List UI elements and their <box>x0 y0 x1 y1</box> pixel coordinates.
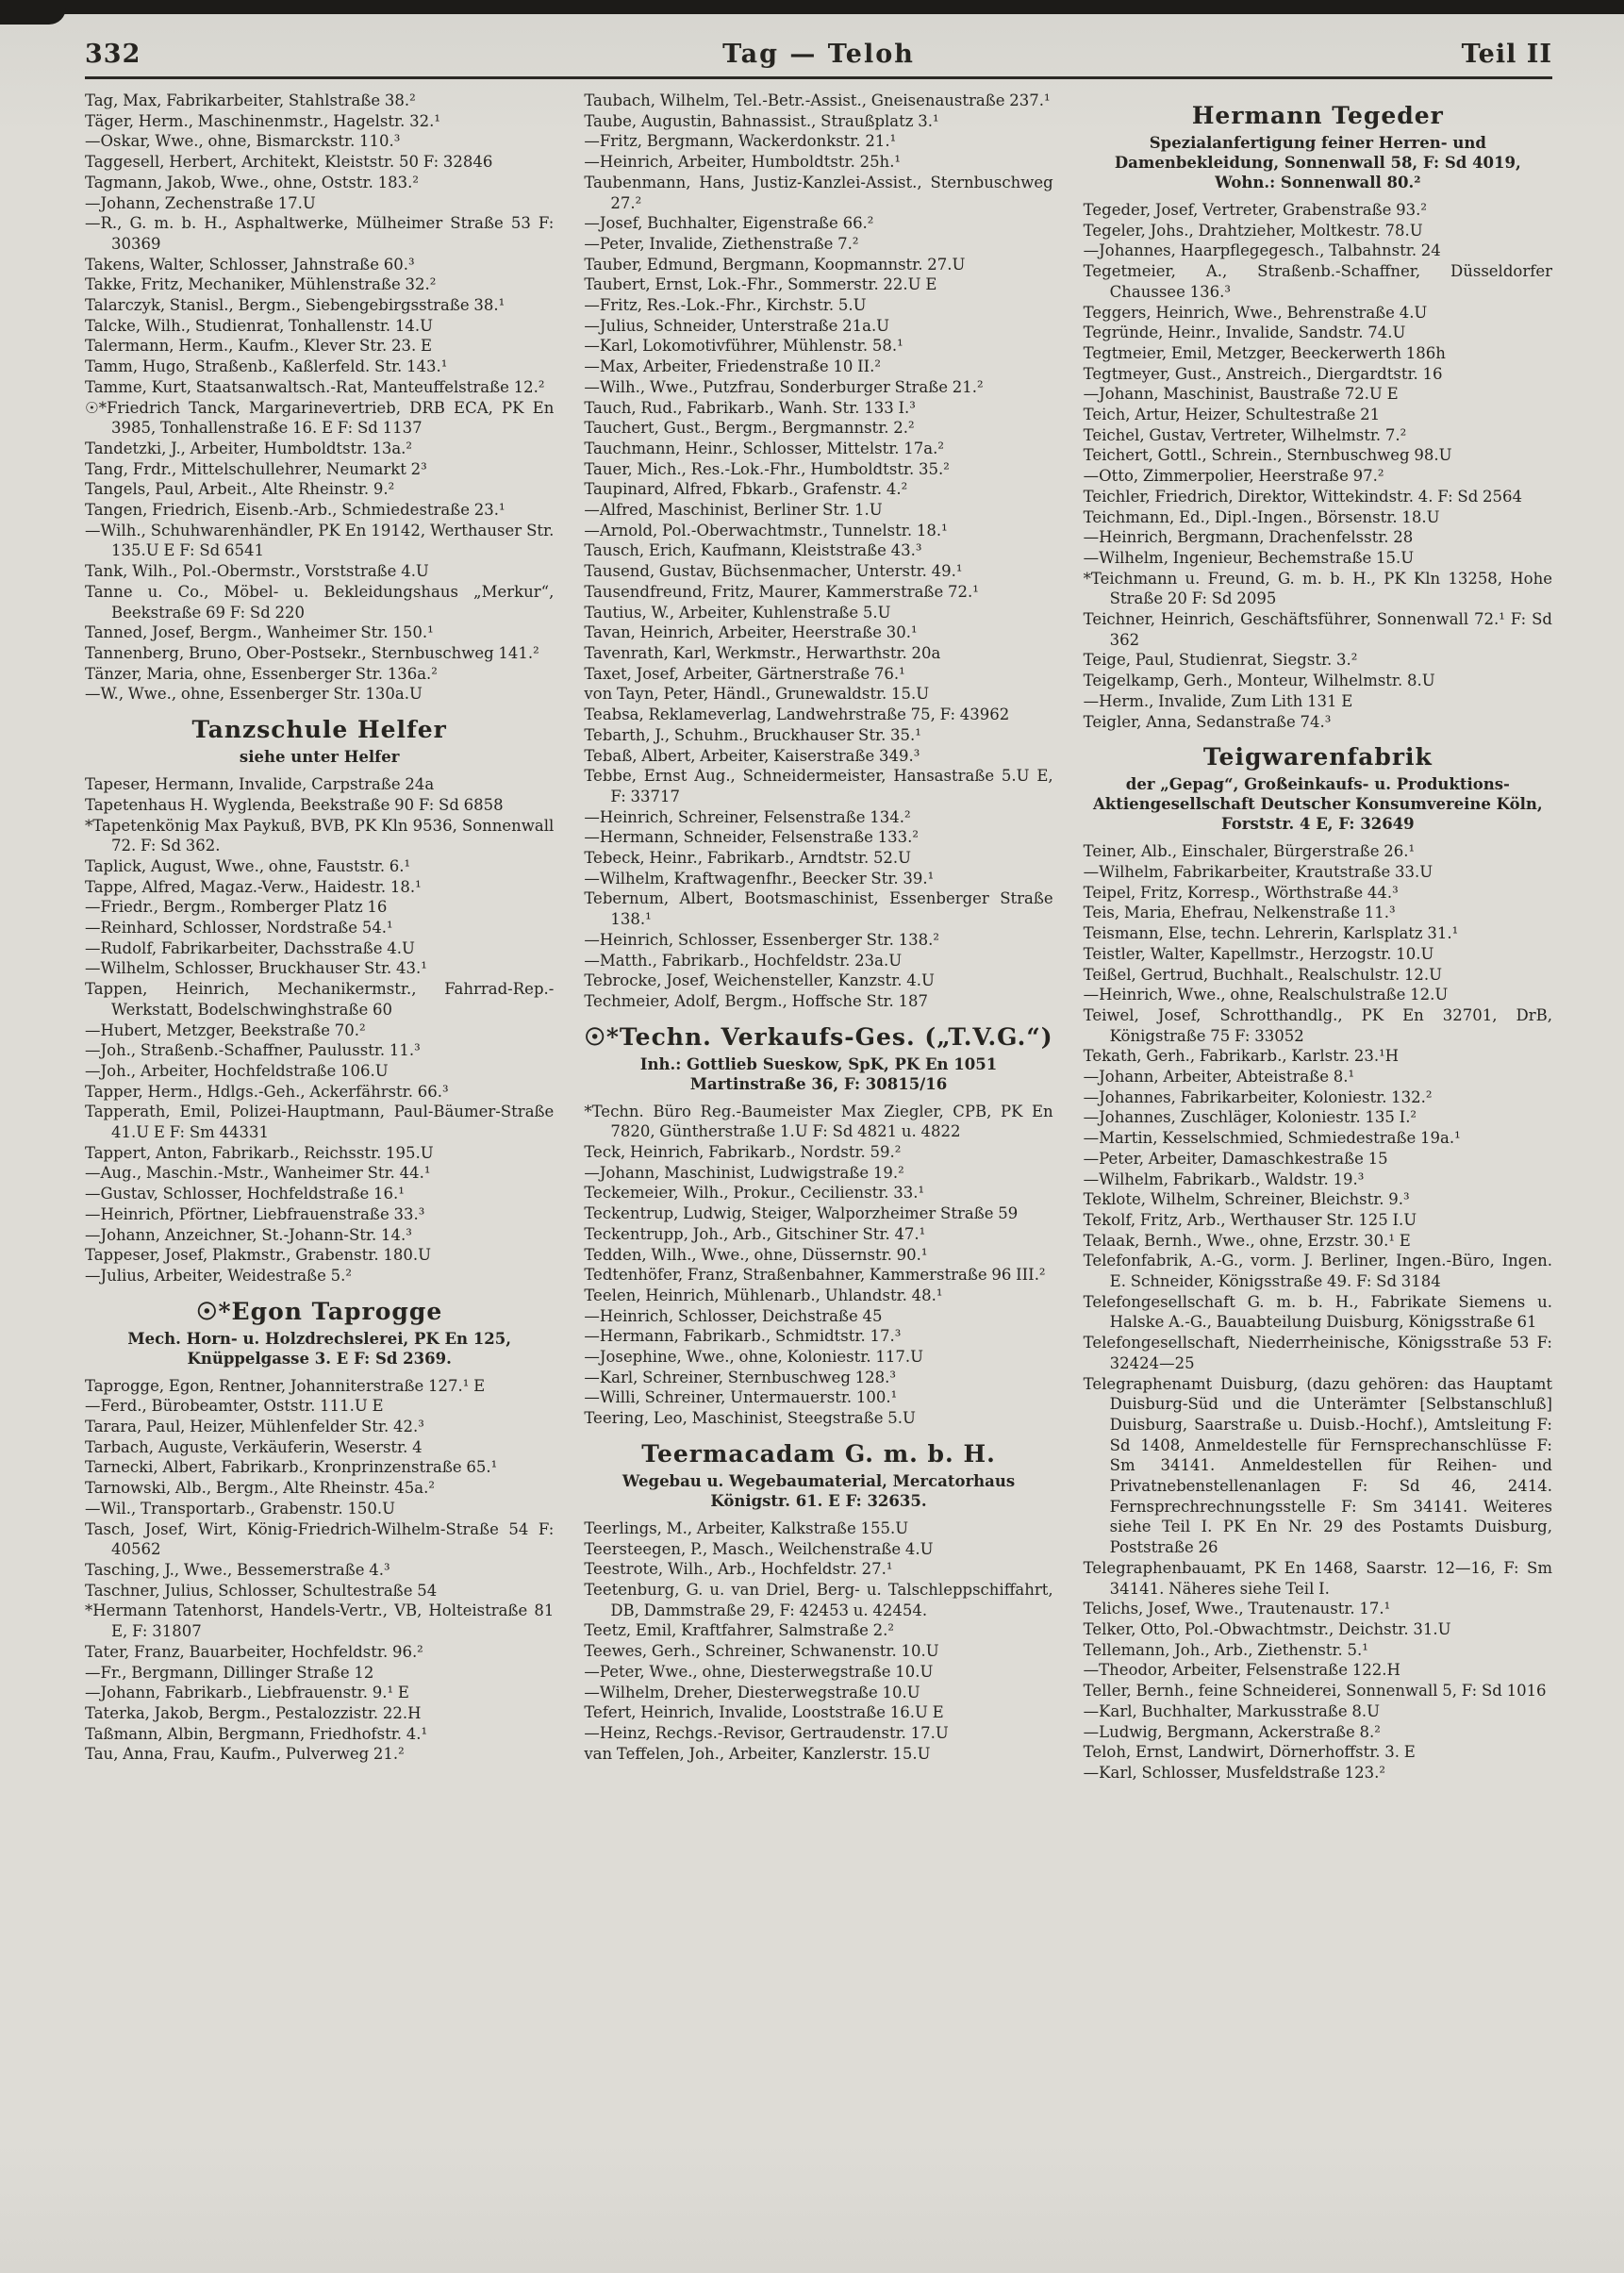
directory-entry: Telefongesellschaft G. m. b. H., Fabrikate Siemens u. Halske A.-G., Bauabteilung Duisburg, Königsstraße 61 <box>1083 1292 1552 1332</box>
directory-entry: —Arnold, Pol.-Oberwachtmstr., Tunnelstr. 18.¹ <box>584 521 948 539</box>
directory-entry: Tangen, Friedrich, Eisenb.-Arb., Schmiedestraße 23.¹ <box>85 501 505 520</box>
directory-entry: —Wilhelm, Ingenieur, Bechemstraße 15.U <box>1083 548 1415 567</box>
directory-entry: Teetenburg, G. u. van Driel, Berg- u. Talschleppschiffahrt, DB, Dammstraße 29, F: 42453 u. 42454. <box>584 1581 1053 1619</box>
directory-entry: Tauber, Edmund, Bergmann, Koopmannstr. 27.U <box>584 255 966 274</box>
directory-entry: Teichmann, Ed., Dipl.-Ingen., Börsenstr. 18.U <box>1083 507 1440 526</box>
directory-entry: —Peter, Wwe., ohne, Diesterwegstraße 10.U <box>584 1662 934 1681</box>
columns <box>85 91 1552 1784</box>
directory-entry: Teißel, Gertrud, Buchhalt., Realschulstr. 12.U <box>1083 965 1443 984</box>
page-content <box>85 40 1552 1784</box>
directory-entry: Tebaß, Albert, Arbeiter, Kaiserstraße 349.³ <box>584 746 920 765</box>
directory-entry: —Heinrich, Schlosser, Essenberger Str. 138.² <box>584 930 939 949</box>
directory-entry: —Peter, Arbeiter, Damaschkestraße 15 <box>1083 1149 1388 1168</box>
directory-entry: Tamme, Kurt, Staatsanwaltsch.-Rat, Manteuffelstraße 12.² <box>85 377 545 396</box>
scan-edge-top <box>0 0 1624 14</box>
directory-entry: Tausch, Erich, Kaufmann, Kleiststraße 43.³ <box>584 541 922 560</box>
directory-entry: *Hermann Tatenhorst, Handels-Vertr., VB, Holteistraße 81 E, F: 31807 <box>85 1601 555 1641</box>
directory-entry: Tarbach, Auguste, Verkäuferin, Weserstr. 4 <box>85 1437 423 1456</box>
directory-entry: Tautius, W., Arbeiter, Kuhlenstraße 5.U <box>584 603 891 622</box>
directory-entry: Tauchmann, Heinr., Schlosser, Mittelstr. 17a.² <box>584 439 944 457</box>
directory-entry: —Karl, Schreiner, Sternbuschweg 128.³ <box>584 1368 896 1386</box>
directory-entry: Teistler, Walter, Kapellmstr., Herzogstr. 10.U <box>1083 944 1434 963</box>
directory-entry: Tauch, Rud., Fabrikarb., Wanh. Str. 133 I.³ <box>584 398 916 417</box>
directory-entry: Taubert, Ernst, Lok.-Fhr., Sommerstr. 22.U E <box>584 275 937 294</box>
directory-entry: Teich, Artur, Heizer, Schultestraße 21 <box>1083 406 1381 424</box>
directory-entry: Tauchert, Gust., Bergm., Bergmannstr. 2.² <box>584 419 915 438</box>
directory-entry: Teerlings, M., Arbeiter, Kalkstraße 155.U <box>584 1518 909 1537</box>
directory-entry: —Heinrich, Schlosser, Deichstraße 45 <box>584 1306 883 1325</box>
directory-entry: —W., Wwe., ohne, Essenberger Str. 130a.U <box>85 685 423 704</box>
directory-entry: Taschner, Julius, Schlosser, Schultestraße 54 <box>85 1581 438 1600</box>
directory-entry: —Gustav, Schlosser, Hochfeldstraße 16.¹ <box>85 1185 405 1203</box>
header-rule <box>85 76 1552 79</box>
directory-entry: Teis, Maria, Ehefrau, Nelkenstraße 11.³ <box>1083 904 1396 922</box>
directory-entry: Tarara, Paul, Heizer, Mühlenfelder Str. 42.³ <box>85 1418 424 1436</box>
directory-entry: Tegeder, Josef, Vertreter, Grabenstraße 93.² <box>1083 201 1428 219</box>
directory-entry: —Rudolf, Fabrikarbeiter, Dachsstraße 4.U <box>85 938 415 957</box>
directory-entry: Tebrocke, Josef, Weichensteller, Kanzstr. 4.U <box>584 971 935 990</box>
directory-entry: Tegtmeyer, Gust., Anstreich., Diergardtstr. 16 <box>1083 364 1443 383</box>
directory-entry: Takke, Fritz, Mechaniker, Mühlenstraße 32.² <box>85 275 437 294</box>
directory-entry: —Wilh., Wwe., Putzfrau, Sonderburger Straße 21.² <box>584 377 984 396</box>
directory-entry: —Wil., Transportarb., Grabenstr. 150.U <box>85 1499 395 1518</box>
directory-entry: —Johann, Zechenstraße 17.U <box>85 193 316 212</box>
directory-entry: —Fritz, Bergmann, Wackerdonkstr. 21.¹ <box>584 132 897 151</box>
directory-entry: —Reinhard, Schlosser, Nordstraße 54.¹ <box>85 919 393 937</box>
directory-entry: —Wilhelm, Dreher, Diesterwegstraße 10.U <box>584 1683 920 1701</box>
directory-entry: —Fr., Bergmann, Dillinger Straße 12 <box>85 1663 374 1682</box>
directory-entry: Telefonfabrik, A.-G., vorm. J. Berliner, Ingen.-Büro, Ingen. E. Schneider, Königsstraße 49. F: Sd 3184 <box>1083 1252 1552 1291</box>
directory-entry: —Wilhelm, Schlosser, Bruckhauser Str. 43.¹ <box>85 959 427 978</box>
directory-entry: Tarnowski, Alb., Bergm., Alte Rheinstr. 45a.² <box>85 1479 435 1498</box>
directory-ad-subtitle: siehe unter Helfer <box>239 748 400 767</box>
directory-entry: Teckemeier, Wilh., Prokur., Cecilienstr. 33.¹ <box>584 1184 925 1203</box>
directory-entry: Tavan, Heinrich, Arbeiter, Heerstraße 30.¹ <box>584 623 918 642</box>
directory-entry: —Wilhelm, Kraftwagenfhr., Beecker Str. 39.¹ <box>584 869 935 888</box>
directory-entry: —Karl, Buchhalter, Markusstraße 8.U <box>1083 1701 1381 1720</box>
directory-entry: —Fritz, Res.-Lok.-Fhr., Kirchstr. 5.U <box>584 296 867 315</box>
directory-entry: Tekolf, Fritz, Arb., Werthauser Str. 125 I.U <box>1083 1210 1417 1229</box>
directory-entry: —Johann, Arbeiter, Abteistraße 8.¹ <box>1083 1068 1355 1087</box>
directory-entry: Tapeser, Hermann, Invalide, Carpstraße 24a <box>85 775 435 794</box>
directory-entry: Teigler, Anna, Sedanstraße 74.³ <box>1083 712 1332 731</box>
directory-entry: Tausendfreund, Fritz, Maurer, Kammerstraße 72.¹ <box>584 582 979 601</box>
directory-entry: Taßmann, Albin, Bergmann, Friedhofstr. 4.¹ <box>85 1724 428 1743</box>
directory-entry: —Johannes, Fabrikarbeiter, Koloniestr. 132.² <box>1083 1087 1433 1106</box>
directory-entry: Telaak, Bernh., Wwe., ohne, Erzstr. 30.¹ E <box>1083 1231 1411 1250</box>
directory-entry: —Hubert, Metzger, Beekstraße 70.² <box>85 1020 366 1039</box>
directory-entry: Teller, Bernh., feine Schneiderei, Sonnenwall 5, F: Sd 1016 <box>1083 1682 1547 1701</box>
directory-entry: —Julius, Arbeiter, Weidestraße 5.² <box>85 1266 352 1285</box>
directory-entry: van Teffelen, Joh., Arbeiter, Kanzlerstr. 15.U <box>584 1744 931 1763</box>
directory-entry: Tau, Anna, Frau, Kaufm., Pulverweg 21.² <box>85 1745 405 1764</box>
directory-entry: Tavenrath, Karl, Werkmstr., Herwarthstr. 20a <box>584 643 941 662</box>
directory-entry: —Johann, Fabrikarb., Liebfrauenstr. 9.¹ E <box>85 1684 409 1702</box>
directory-entry: —Johannes, Zuschläger, Koloniestr. 135 I.² <box>1083 1108 1417 1127</box>
part-label: Teil II <box>1461 40 1552 69</box>
directory-entry: —Heinz, Rechgs.-Revisor, Gertraudenstr. 17.U <box>584 1723 949 1742</box>
directory-ad-subtitle: Wegebau u. Wegebaumaterial, Mercatorhaus Königstr. 61. E F: 32635. <box>621 1471 1016 1510</box>
directory-entry: —R., G. m. b. H., Asphaltwerke, Mülheimer Straße 53 F: 30369 <box>85 214 555 253</box>
directory-entry: Tedden, Wilh., Wwe., ohne, Düssernstr. 90.¹ <box>584 1245 928 1264</box>
directory-entry: Tapetenhaus H. Wyglenda, Beekstraße 90 F: Sd 6858 <box>85 795 504 814</box>
directory-entry: —Willi, Schreiner, Untermauerstr. 100.¹ <box>584 1388 898 1407</box>
directory-entry: Tarnecki, Albert, Fabrikarb., Kronprinzenstraße 65.¹ <box>85 1458 498 1477</box>
directory-entry: Tebeck, Heinr., Fabrikarb., Arndtstr. 52.U <box>584 849 912 868</box>
directory-entry: Tag, Max, Fabrikarbeiter, Stahlstraße 38.² <box>85 91 416 109</box>
directory-entry: Tater, Franz, Bauarbeiter, Hochfeldstr. 96.² <box>85 1642 423 1661</box>
guide-words: Tag — Teloh <box>722 40 915 69</box>
directory-entry: —Karl, Lokomotivführer, Mühlenstr. 58.¹ <box>584 337 903 356</box>
directory-entry: —Karl, Schlosser, Musfeldstraße 123.² <box>1083 1763 1386 1782</box>
directory-entry: —Johann, Maschinist, Baustraße 72.U E <box>1083 385 1399 404</box>
directory-entry: —Heinrich, Schreiner, Felsenstraße 134.² <box>584 807 911 826</box>
directory-entry: —Aug., Maschin.-Mstr., Wanheimer Str. 44.¹ <box>85 1164 431 1183</box>
directory-entry: Tellemann, Joh., Arb., Ziethenstr. 5.¹ <box>1083 1640 1368 1659</box>
directory-entry: —Wilh., Schuhwarenhändler, PK En 19142, Werthauser Str. 135.U E F: Sd 6541 <box>85 521 555 560</box>
directory-entry: Tegeler, Johs., Drahtzieher, Moltkestr. 78.U <box>1083 221 1423 240</box>
directory-entry: Teelen, Heinrich, Mühlenarb., Uhlandstr. 48.¹ <box>584 1286 943 1304</box>
directory-ad-subtitle: Spezialanfertigung feiner Herren- und Damenbekleidung, Sonnenwall 58, F: Sd 4019, Wohn.: Sonnenwall 80.² <box>1114 134 1521 191</box>
directory-entry: Tasching, J., Wwe., Bessemerstraße 4.³ <box>85 1561 390 1579</box>
directory-entry: Tanned, Josef, Bergm., Wanheimer Str. 150.¹ <box>85 623 434 642</box>
directory-entry: Telegraphenamt Duisburg, (dazu gehören: das Hauptamt Duisburg-Süd und die Unterämter [Selbstanschluß] Duisburg, Saarstraße u. Duisb.-Hochf.), Amtsleitung F: Sd 1408, Anmeldestelle für Fernsprechanschlüsse F: Sm 34141. Anmeldestellen für Reihen- und Privatnebenstellenanlagen F: Sd 46, 2414. Fernsprechrechnungsstelle F: Sm 34141. Weiteres siehe Teil I. PK En Nr. 29 des Postamts Duisburg, Poststraße 26 <box>1083 1374 1552 1557</box>
directory-entry: Tegtmeier, Emil, Metzger, Beeckerwerth 186h <box>1083 343 1446 362</box>
directory-entry: Tangels, Paul, Arbeit., Alte Rheinstr. 9.² <box>85 480 395 499</box>
directory-entry: Tamm, Hugo, Straßenb., Kaßlerfeld. Str. 143.¹ <box>85 357 448 376</box>
directory-entry: Taggesell, Herbert, Architekt, Kleiststr. 50 F: 32846 <box>85 153 493 172</box>
directory-entry: —Matth., Fabrikarb., Hochfeldstr. 23a.U <box>584 951 903 970</box>
directory-ad-title: Teermacadam G. m. b. H. <box>641 1439 996 1468</box>
directory-ad-subtitle: der „Gepag“, Großeinkaufs- u. Produktions-Aktiengesellschaft Deutscher Konsumvereine Köln, Forststr. 4 E, F: 32649 <box>1092 775 1543 834</box>
directory-entry: Teetz, Emil, Kraftfahrer, Salmstraße 2.² <box>584 1621 894 1640</box>
column-1 <box>85 91 554 1784</box>
directory-entry: Teckentrup, Ludwig, Steiger, Walporzheimer Straße 59 <box>584 1204 1019 1223</box>
directory-entry: —Johannes, Haarpflegegesch., Talbahnstr. 24 <box>1083 241 1441 260</box>
directory-entry: Taubenmann, Hans, Justiz-Kanzlei-Assist., Sternbuschweg 27.² <box>584 173 1053 212</box>
directory-entry: Täger, Herm., Maschinenmstr., Hagelstr. 32.¹ <box>85 111 440 130</box>
directory-entry: Teichel, Gustav, Vertreter, Wilhelmstr. 7.² <box>1083 425 1407 444</box>
directory-entry: Teabsa, Reklameverlag, Landwehrstraße 75, F: 43962 <box>584 705 1010 724</box>
directory-entry: Tandetzki, J., Arbeiter, Humboldtstr. 13a.² <box>85 439 413 457</box>
directory-ad-subtitle: Mech. Horn- u. Holzdrechslerei, PK En 125, Knüppelgasse 3. E F: Sd 2369. <box>127 1329 511 1368</box>
directory-entry: Tapper, Herm., Hdlgs.-Geh., Ackerfährstr. 66.³ <box>85 1082 449 1101</box>
directory-entry: Telefongesellschaft, Niederrheinische, Königsstraße 53 F: 32424—25 <box>1083 1334 1552 1372</box>
directory-entry: —Peter, Invalide, Ziethenstraße 7.² <box>584 234 859 253</box>
directory-entry: —Oskar, Wwe., ohne, Bismarckstr. 110.³ <box>85 132 401 151</box>
directory-entry: —Joh., Arbeiter, Hochfeldstraße 106.U <box>85 1061 389 1080</box>
column-3 <box>1084 91 1552 1784</box>
directory-entry: *Teichmann u. Freund, G. m. b. H., PK Kln 13258, Hohe Straße 20 F: Sd 2095 <box>1083 569 1552 608</box>
column-2 <box>584 91 1052 1784</box>
directory-entry: *Techn. Büro Reg.-Baumeister Max Ziegler, CPB, PK En 7820, Güntherstraße 1.U F: Sd 4821 u. 4822 <box>584 1102 1053 1141</box>
directory-entry: Teestrote, Wilh., Arb., Hochfeldstr. 27.¹ <box>584 1560 893 1579</box>
directory-entry: *Tapetenkönig Max Paykuß, BVB, PK Kln 9536, Sonnenwall 72. F: Sd 362. <box>85 816 555 855</box>
directory-entry: Tanne u. Co., Möbel- u. Bekleidungshaus „Merkur“, Beekstraße 69 F: Sd 220 <box>85 582 555 622</box>
directory-ad-title: Teigwarenfabrik <box>1202 743 1433 771</box>
directory-entry: —Hermann, Schneider, Felsenstraße 133.² <box>584 828 919 847</box>
directory-entry: —Alfred, Maschinist, Berliner Str. 1.U <box>584 501 883 520</box>
directory-entry: Teichler, Friedrich, Direktor, Wittekindstr. 4. F: Sd 2564 <box>1083 487 1522 506</box>
directory-entry: Tauer, Mich., Res.-Lok.-Fhr., Humboldtstr. 35.² <box>584 459 950 478</box>
scan-edge-corner <box>0 0 66 25</box>
directory-entry: Teewes, Gerh., Schreiner, Schwanenstr. 10.U <box>584 1642 939 1661</box>
directory-entry: —Joh., Straßenb.-Schaffner, Paulusstr. 11.³ <box>85 1041 421 1060</box>
directory-entry: Tannenberg, Bruno, Ober-Postsekr., Sternbuschweg 141.² <box>85 643 539 662</box>
directory-entry: Taprogge, Egon, Rentner, Johanniterstraße 127.¹ E <box>85 1376 486 1395</box>
directory-entry: —Otto, Zimmerpolier, Heerstraße 97.² <box>1083 467 1384 486</box>
directory-entry: Tang, Frdr., Mittelschullehrer, Neumarkt 2³ <box>85 459 427 478</box>
directory-entry: Taubach, Wilhelm, Tel.-Betr.-Assist., Gneisenaustraße 237.¹ <box>584 91 1051 109</box>
directory-entry: Teige, Paul, Studienrat, Siegstr. 3.² <box>1083 651 1358 670</box>
directory-entry: —Josephine, Wwe., ohne, Koloniestr. 117.U <box>584 1348 923 1367</box>
directory-entry: Teersteegen, P., Masch., Weilchenstraße 4.U <box>584 1539 934 1558</box>
directory-entry: Tagmann, Jakob, Wwe., ohne, Oststr. 183.² <box>85 173 419 191</box>
directory-entry: Teloh, Ernst, Landwirt, Dörnerhoffstr. 3. E <box>1083 1743 1416 1762</box>
directory-entry: Tebbe, Ernst Aug., Schneidermeister, Hansastraße 5.U E, F: 33717 <box>584 767 1053 805</box>
directory-entry: —Heinrich, Wwe., ohne, Realschulstraße 12.U <box>1083 986 1449 1004</box>
directory-ad-subtitle: Inh.: Gottlieb Sueskow, SpK, PK En 1051 Martinstraße 36, F: 30815/16 <box>639 1054 998 1093</box>
directory-entry: Tefert, Heinrich, Invalide, Looststraße 16.U E <box>584 1703 944 1722</box>
directory-ad-title: ☉*Techn. Verkaufs-Ges. („T.V.G.“) <box>584 1022 1053 1051</box>
directory-entry: Tegetmeier, A., Straßenb.-Schaffner, Düsseldorfer Chaussee 136.³ <box>1083 262 1552 301</box>
directory-entry: —Wilhelm, Fabrikarbeiter, Krautstraße 33.U <box>1083 862 1433 881</box>
directory-entry: —Johann, Anzeichner, St.-Johann-Str. 14.³ <box>85 1225 412 1244</box>
directory-entry: Tebernum, Albert, Bootsmaschinist, Essenberger Straße 138.¹ <box>584 889 1053 929</box>
directory-entry: ☉*Friedrich Tanck, Margarinevertrieb, DRB ECA, PK En 3985, Tonhallenstraße 16. E F: Sd 1137 <box>85 398 555 438</box>
directory-entry: Teismann, Else, techn. Lehrerin, Karlsplatz 31.¹ <box>1083 924 1459 943</box>
directory-entry: Taterka, Jakob, Bergm., Pestalozzistr. 22.H <box>85 1703 422 1722</box>
directory-entry: Talarczyk, Stanisl., Bergm., Siebengebirgsstraße 38.¹ <box>85 296 505 315</box>
directory-entry: Tegründe, Heinr., Invalide, Sandstr. 74.U <box>1083 324 1406 342</box>
directory-entry: Teiner, Alb., Einschaler, Bürgerstraße 26.¹ <box>1083 842 1416 861</box>
directory-entry: Talermann, Herm., Kaufm., Klever Str. 23. E <box>85 337 433 356</box>
directory-entry: Tappeser, Josef, Plakmstr., Grabenstr. 180.U <box>85 1246 431 1265</box>
directory-entry: von Tayn, Peter, Händl., Grunewaldstr. 15.U <box>584 685 930 704</box>
directory-entry: Tebarth, J., Schuhm., Bruckhauser Str. 35.¹ <box>584 725 921 744</box>
directory-entry: —Theodor, Arbeiter, Felsenstraße 122.H <box>1083 1661 1400 1680</box>
directory-entry: Telegraphenbauamt, PK En 1468, Saarstr. 12—16, F: Sm 34141. Näheres siehe Teil I. <box>1083 1558 1552 1598</box>
directory-entry: Tank, Wilh., Pol.-Obermstr., Vorststraße 4.U <box>85 562 429 581</box>
directory-entry: Techmeier, Adolf, Bergm., Hoffsche Str. 187 <box>584 991 929 1010</box>
page-header <box>85 40 1552 69</box>
directory-entry: —Herm., Invalide, Zum Lith 131 E <box>1083 691 1353 710</box>
directory-entry: Tappert, Anton, Fabrikarb., Reichsstr. 195.U <box>85 1143 434 1162</box>
directory-entry: —Wilhelm, Fabrikarb., Waldstr. 19.³ <box>1083 1170 1365 1188</box>
directory-entry: Tasch, Josef, Wirt, König-Friedrich-Wilhelm-Straße 54 F: 40562 <box>85 1519 555 1559</box>
directory-entry: Tekath, Gerh., Fabrikarb., Karlstr. 23.¹H <box>1083 1047 1400 1066</box>
directory-entry: —Ferd., Bürobeamter, Oststr. 111.U E <box>85 1397 384 1416</box>
directory-entry: Takens, Walter, Schlosser, Jahnstraße 60.³ <box>85 255 415 274</box>
directory-entry: Tapperath, Emil, Polizei-Hauptmann, Paul-Bäumer-Straße 41.U E F: Sm 44331 <box>85 1103 555 1142</box>
directory-entry: Talcke, Wilh., Studienrat, Tonhallenstr. 14.U <box>85 316 434 335</box>
directory-entry: Teering, Leo, Maschinist, Steegstraße 5.U <box>584 1409 916 1428</box>
directory-entry: Tänzer, Maria, ohne, Essenberger Str. 136a.² <box>85 664 438 683</box>
directory-ad-title: ☉*Egon Taprogge <box>196 1297 443 1325</box>
directory-entry: Tappen, Heinrich, Mechanikermstr., Fahrrad-Rep.-Werkstatt, Bodelschwinghstraße 60 <box>85 980 555 1019</box>
directory-entry: —Julius, Schneider, Unterstraße 21a.U <box>584 316 890 335</box>
directory-entry: Teipel, Fritz, Korresp., Wörthstraße 44.³ <box>1083 883 1399 902</box>
directory-entry: Tappe, Alfred, Magaz.-Verw., Haidestr. 18.¹ <box>85 877 422 896</box>
directory-entry: Tedtenhöfer, Franz, Straßenbahner, Kammerstraße 96 III.² <box>584 1266 1046 1285</box>
directory-entry: Taube, Augustin, Bahnassist., Straußplatz 3.¹ <box>584 111 939 130</box>
directory-entry: Taupinard, Alfred, Fbkarb., Grafenstr. 4.² <box>584 480 908 499</box>
directory-ad-title: Hermann Tegeder <box>1191 102 1444 129</box>
directory-entry: Teigelkamp, Gerh., Monteur, Wilhelmstr. 8.U <box>1083 672 1435 690</box>
directory-ad-title: Tanzschule Helfer <box>191 716 447 744</box>
directory-entry: Teichner, Heinrich, Geschäftsführer, Sonnenwall 72.¹ F: Sd 362 <box>1083 610 1552 649</box>
directory-entry: Teckentrupp, Joh., Arb., Gitschiner Str. 47.¹ <box>584 1224 926 1243</box>
directory-entry: —Max, Arbeiter, Friedenstraße 10 II.² <box>584 357 882 376</box>
page-number: 332 <box>85 40 141 69</box>
directory-entry: —Josef, Buchhalter, Eigenstraße 66.² <box>584 214 874 233</box>
directory-entry: Taxet, Josef, Arbeiter, Gärtnerstraße 76.¹ <box>584 664 905 683</box>
directory-entry: Teichert, Gottl., Schrein., Sternbuschweg 98.U <box>1083 446 1452 465</box>
directory-entry: —Hermann, Fabrikarb., Schmidtstr. 17.³ <box>584 1327 902 1346</box>
directory-entry: —Heinrich, Bergmann, Drachenfelsstr. 28 <box>1083 528 1414 547</box>
directory-entry: Teklote, Wilhelm, Schreiner, Bleichstr. 9.³ <box>1083 1190 1410 1209</box>
directory-entry: Tausend, Gustav, Büchsenmacher, Unterstr. 49.¹ <box>584 562 963 581</box>
directory-entry: Telker, Otto, Pol.-Obwachtmstr., Deichstr. 31.U <box>1083 1620 1451 1638</box>
directory-entry: Teggers, Heinrich, Wwe., Behrenstraße 4.U <box>1083 303 1428 322</box>
directory-entry: —Friedr., Bergm., Romberger Platz 16 <box>85 898 388 917</box>
directory-entry: —Heinrich, Pförtner, Liebfrauenstraße 33.³ <box>85 1204 425 1223</box>
directory-entry: —Johann, Maschinist, Ludwigstraße 19.² <box>584 1163 904 1182</box>
directory-entry: Teiwel, Josef, Schrotthandlg., PK En 32701, DrB, Königstraße 75 F: 33052 <box>1083 1005 1552 1045</box>
directory-entry: —Heinrich, Arbeiter, Humboldtstr. 25h.¹ <box>584 153 902 172</box>
directory-entry: —Martin, Kesselschmied, Schmiedestraße 19a.¹ <box>1083 1129 1461 1148</box>
directory-entry: Teck, Heinrich, Fabrikarb., Nordstr. 59.² <box>584 1143 902 1162</box>
directory-entry: —Ludwig, Bergmann, Ackerstraße 8.² <box>1083 1722 1381 1741</box>
directory-entry: Telichs, Josef, Wwe., Trautenaustr. 17.¹ <box>1083 1600 1391 1618</box>
directory-entry: Taplick, August, Wwe., ohne, Fauststr. 6.¹ <box>85 856 411 875</box>
